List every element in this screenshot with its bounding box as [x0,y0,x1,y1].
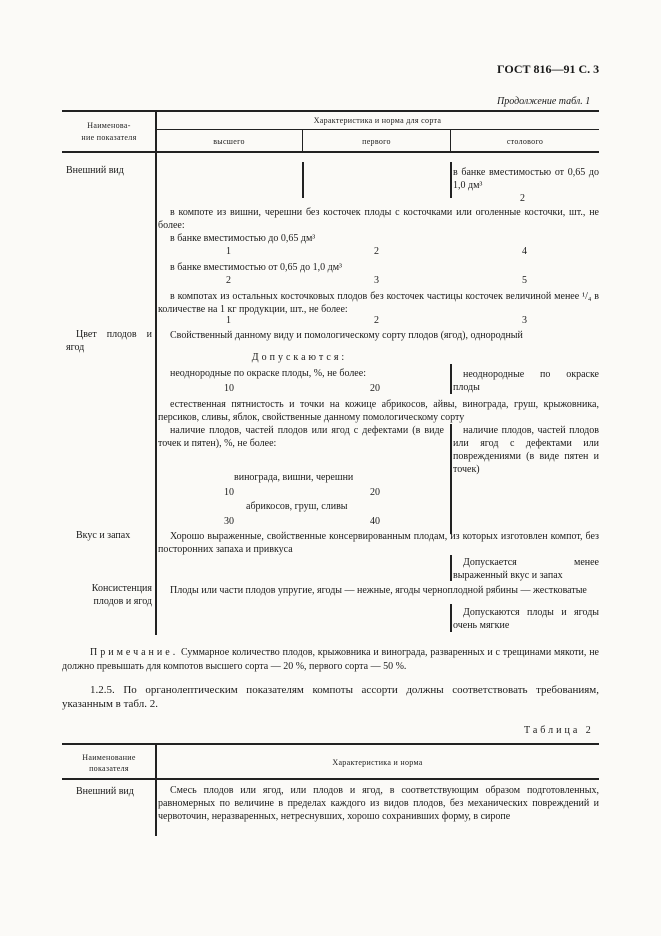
table1-header-table: столового [506,137,544,146]
appearance-can-large-val-table: 5 [522,275,527,286]
color-divider-a [450,364,452,394]
appearance-cherry-text: в компоте из вишни, черешни без косточек плоды с косточками или оголенные косточки, шт., не более: [158,207,599,231]
table2-header-param: Наименование показателя [82,753,136,773]
table2-header-char: Характеристика и норма [332,758,423,767]
color-main-text: Свойственный данному виду и помологическому сорту плодов (ягод), однородный [170,330,523,341]
appearance-table-grade-val: 2 [520,193,525,204]
color-spots: естественная пятнистость и точки на кожице абрикосов, айвы, винограда, груш, крыжовника, персиков, сливы, яблок, свойственные данному помологическому сорту [158,399,599,423]
appearance-can-large-val-high: 2 [226,275,231,286]
table1-top-border [62,110,599,112]
row-color-name: Цвет плодов и ягод [66,329,152,353]
color-defects: наличие плодов, частей плодов или ягод с дефектами (в виде точек и пятен), %, не более: [158,425,444,449]
color-uneven-table: неоднородные по окраске плоды [453,369,599,393]
note-label: Примечание. [90,647,179,658]
row-taste-name: Вкус и запах [76,530,131,541]
page-header-gost: ГОСТ 816—91 С. 3 [497,62,600,76]
table1-subheader-line [156,129,599,130]
appearance-stone-val-first: 2 [374,315,379,326]
table1-param-divider [155,111,157,635]
table1-header-param: Наименова- ние показателя [81,121,137,142]
color-apricots-val-first: 40 [370,516,380,527]
note-text: Суммарное количество плодов, крыжовника и винограда, разваренных и с трещинами мякоти, не должно превышать для компотов высшего сорта — 20 %, первого сорта — 50 %. [62,647,599,672]
table1-header-bottom-border [62,151,599,153]
color-grapes-label: винограда, вишни, черешни [234,472,354,483]
table1-header-high: высшего [213,137,245,146]
appearance-stone-val-high: 1 [226,315,231,326]
color-allowed: Допускаются: [251,352,348,363]
consistency-table-text: Допускаются плоды и ягоды очень мягкие [453,607,599,631]
table2-row-text: Смесь плодов или ягод, или плодов и ягод, в соответствующим образом подготовленных, равномерных по величине в пределах каждого из видов плодов, без механических повреждений и червоточин, неразваренных, нетреснувших, хорошо сохранивших форму, в сиропе [158,785,599,822]
table1-note [62,646,599,674]
table-continuation-label: Продолжение табл. 1 [497,96,591,107]
color-defects-table: наличие плодов, частей плодов или ягод с дефектами или повреждениями (в виде пятен и точек) [453,425,599,475]
table1-header-group: Характеристика и норма для сорта [313,116,442,125]
appearance-can-large: в банке вместимостью от 0,65 до 1,0 дм³ [170,262,343,273]
color-uneven-val-high: 10 [224,383,234,394]
appearance-can-small-val-first: 2 [374,246,379,257]
appearance-divider-1 [302,162,304,198]
appearance-can-small: в банке вместимостью до 0,65 дм³ [170,233,316,244]
table2-header-bottom-border [62,778,599,780]
color-apricots-label: абрикосов, груш, сливы [246,501,348,512]
appearance-stone-text: в компотах из остальных косточковых плодов без косточек частицы косточек величиной менее ¹/₄ в количестве на 1 кг продукции, шт., не более: [158,291,599,315]
color-grapes-val-first: 20 [370,487,380,498]
consistency-main-text: Плоды или части плодов упругие, ягоды — нежные, ягоды черноплодной рябины — жестковатые [170,585,587,596]
color-divider-b [450,424,452,534]
color-grapes-val-high: 10 [224,487,234,498]
appearance-table-grade-can: в банке вместимостью от 0,65 до 1,0 дм³ [453,167,599,191]
color-uneven: неоднородные по окраске плоды, %, не более: [170,368,366,379]
color-apricots-val-high: 30 [224,516,234,527]
table2-top-border [62,743,599,745]
appearance-can-small-val-high: 1 [226,246,231,257]
table2-title: Таблица 2 [524,725,594,736]
consistency-divider [450,604,452,632]
appearance-can-large-val-first: 3 [374,275,379,286]
taste-divider [450,555,452,581]
appearance-can-small-val-table: 4 [522,246,527,257]
row-consistency-name: Консистенция плодов и ягод [91,583,152,607]
appearance-divider-2 [450,162,452,198]
color-uneven-val-first: 20 [370,383,380,394]
row-appearance-name: Внешний вид [66,165,124,176]
table1-header-first: первого [362,137,391,146]
table2-row-name: Внешний вид [76,786,134,797]
taste-main-text: Хорошо выраженные, свойственные консервированным плодам, из которых изготовлен компот, без посторонних запаха и привкуса [158,531,599,555]
appearance-stone-val-table: 3 [522,315,527,326]
taste-table-text: Допускается менее выраженный вкус и запах [453,557,599,581]
clause-1-2-5: 1.2.5. По органолептическим показателям компоты ассорти должны соответствовать требованиям, указанным в табл. 2. [62,684,599,710]
